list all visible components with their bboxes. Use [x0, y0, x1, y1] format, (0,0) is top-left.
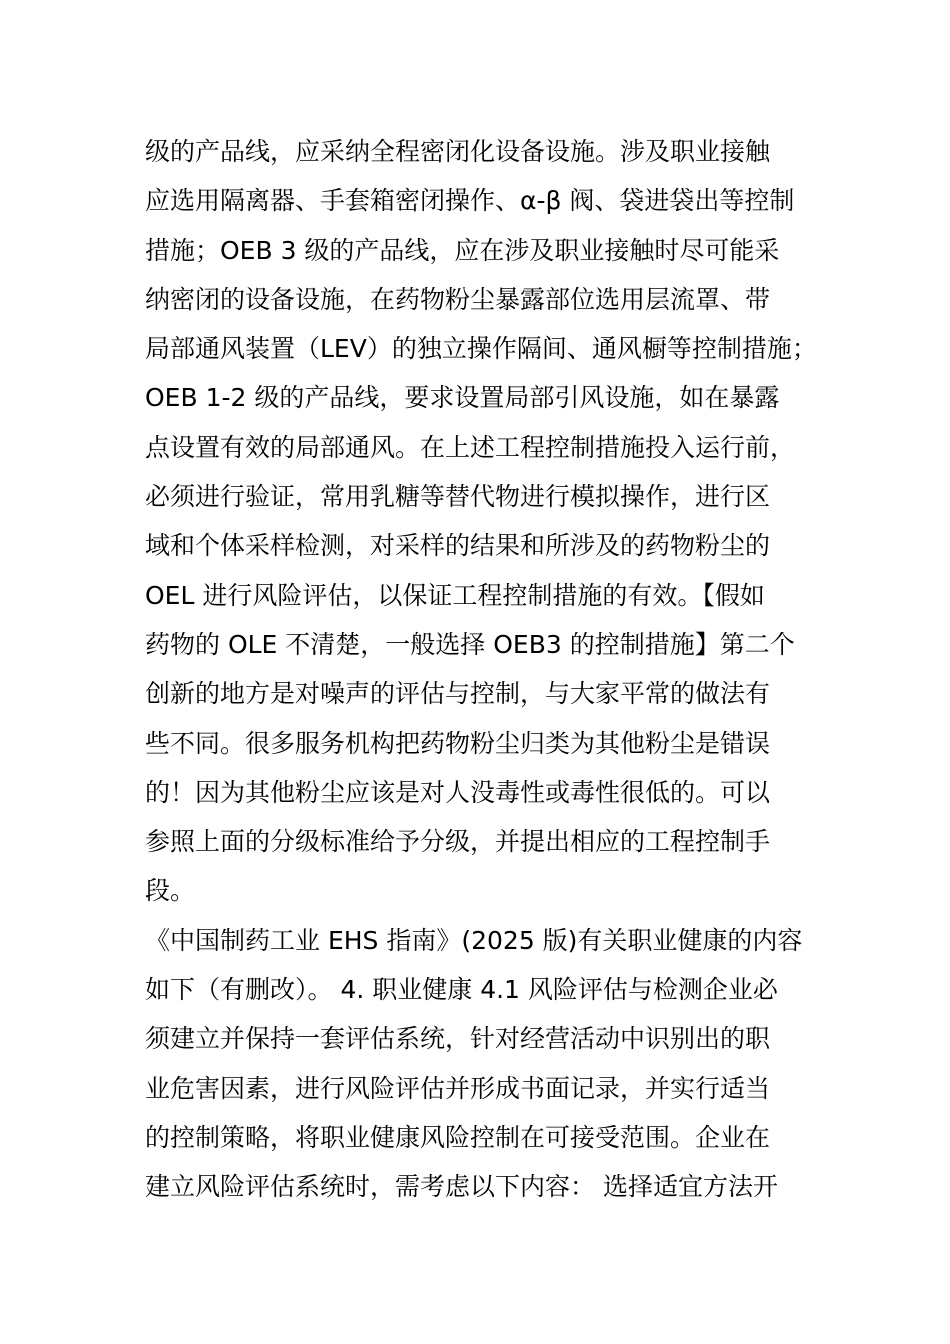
- text-line: 的！因为其他粉尘应该是对人没毒性或毒性很低的。可以: [145, 777, 771, 807]
- text-line: 药物的 OLE 不清楚，一般选择 OEB3 的控制措施】第二个: [145, 629, 795, 659]
- text-line: 须建立并保持一套评估系统，针对经营活动中识别出的职: [145, 1024, 771, 1054]
- document-body: [145, 127, 825, 1212]
- text-line: 如下（有删改）。 4. 职业健康 4.1 风险评估与检测企业必: [145, 975, 778, 1005]
- text-line: 局部通风装置（LEV）的独立操作隔间、通风橱等控制措施；: [145, 334, 817, 364]
- text-line: OEL 进行风险评估，以保证工程控制措施的有效。【假如: [145, 580, 765, 610]
- text-line: 域和个体采样检测，对采样的结果和所涉及的药物粉尘的: [145, 531, 771, 561]
- text-line: 些不同。很多服务机构把药物粉尘归类为其他粉尘是错误: [145, 728, 771, 758]
- text-line: 纳密闭的设备设施，在药物粉尘暴露部位选用层流罩、带: [145, 284, 771, 314]
- text-line: 业危害因素，进行风险评估并形成书面记录，并实行适当: [145, 1073, 771, 1103]
- text-line: 创新的地方是对噪声的评估与控制，与大家平常的做法有: [145, 679, 771, 709]
- text-line: OEB 1-2 级的产品线，要求设置局部引风设施，如在暴露: [145, 383, 780, 413]
- text-line: 的控制策略，将职业健康风险控制在可接受范围。企业在: [145, 1122, 771, 1152]
- text-line: 参照上面的分级标准给予分级，并提出相应的工程控制手: [145, 827, 771, 857]
- text-line: 建立风险评估系统时，需考虑以下内容： 选择适宜方法开: [145, 1172, 778, 1202]
- text-line: 段。: [145, 876, 196, 906]
- text-line: 点设置有效的局部通风。在上述工程控制措施投入运行前，: [145, 432, 796, 462]
- text-line: 应选用隔离器、手套箱密闭操作、α-β 阀、袋进袋出等控制: [145, 186, 795, 216]
- text-line: 级的产品线，应采纳全程密闭化设备设施。涉及职业接触: [145, 137, 771, 166]
- text-line: 措施；OEB 3 级的产品线，应在涉及职业接触时尽可能采: [145, 235, 780, 265]
- text-line: 《中国制药工业 EHS 指南》(2025 版)有关职业健康的内容: [145, 925, 803, 955]
- text-line: 必须进行验证，常用乳糖等替代物进行模拟操作，进行区: [145, 482, 771, 512]
